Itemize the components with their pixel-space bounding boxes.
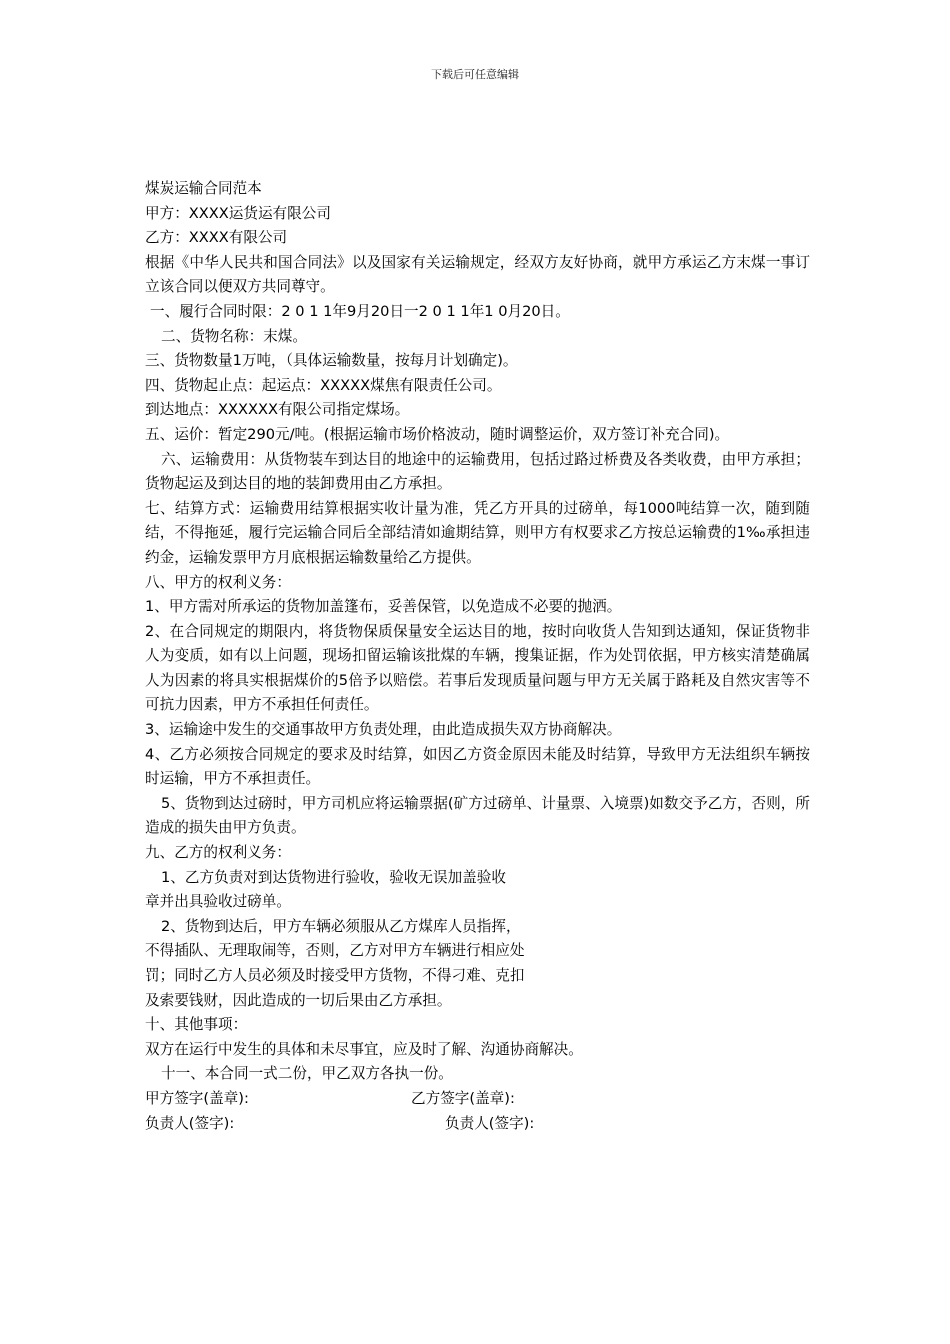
clause-2: 二、货物名称：末煤。 [161, 327, 307, 345]
clause-9-item-1-line-1: 1、乙方负责对到达货物进行验收，验收无误加盖验收 [161, 868, 506, 886]
clause-7: 七、结算方式：运输费用结算根据实收计量为准，凭乙方开具的过磅单，每1000吨结算一次，随到随结，不得拖延，履行完运输合同后全部结清如逾期结算，则甲方有权要求乙方按总运输费的1‰承担违约金，运输发票甲方月底根据运输数量给乙方提供。 [145, 499, 810, 566]
clause-9: 九、乙方的权利义务： [145, 844, 291, 862]
party-b-signature-label: 乙方签字(盖章): [411, 1089, 515, 1107]
clause-8-item-2: 2、在合同规定的期限内，将货物保质保量安全运达目的地，按时向收货人告知到达通知，保证货物非人为变质，如有以上问题，现场扣留运输该批煤的车辆，搜集证据，作为处罚依据，甲方核实清楚确属人为因素的将具实根据煤价的5倍予以赔偿。若事后发现质量问题与甲方无关属于路耗及自然灾害等不可抗力因素，甲方不承担任何责任。 [145, 622, 810, 714]
clause-11: 十一、本合同一式二份，甲乙双方各执一份。 [161, 1065, 453, 1083]
clause-9-item-1-line-2: 章并出具验收过磅单。 [145, 893, 291, 911]
clause-8-item-3: 3、运输途中发生的交通事故甲方负责处理，由此造成损失双方协商解决。 [145, 721, 622, 739]
preamble: 根据《中华人民共和国合同法》以及国家有关运输规定，经双方友好协商，就甲方承运乙方末煤一事订立该合同以便双方共同尊守。 [145, 253, 810, 296]
clause-8-item-4: 4、乙方必须按合同规定的要求及时结算，如因乙方资金原因未能及时结算，导致甲方无法组织车辆按时运输，甲方不承担责任。 [145, 745, 810, 788]
contract-body [145, 177, 810, 1136]
party-b-responsible-label: 负责人(签字): [445, 1114, 535, 1132]
clause-9-item-2-line-2: 不得插队、无理取闹等，否则，乙方对甲方车辆进行相应处 [145, 942, 525, 960]
clause-3: 三、货物数量1万吨，（具体运输数量，按每月计划确定)。 [145, 352, 518, 370]
clause-8-item-5: 5、货物到达过磅时，甲方司机应将运输票据(矿方过磅单、计量票、入境票)如数交予乙方，否则，所造成的损失由甲方负责。 [145, 794, 810, 837]
party-a-signature-label: 甲方签字(盖章): [145, 1089, 249, 1107]
party-b: 乙方：XXXX有限公司 [145, 229, 288, 247]
clause-9-item-2-line-4: 及索要钱财，因此造成的一切后果由乙方承担。 [145, 991, 452, 1009]
clause-1: 一、履行合同时限：2 0 1 1年9月20日一2 0 1 1年1 0月20日。 [150, 302, 570, 320]
clause-8-item-1: 1、甲方需对所承运的货物加盖篷布，妥善保管，以免造成不必要的抛洒。 [145, 598, 622, 616]
clause-10-item: 双方在运行中发生的具体和未尽事宜，应及时了解、沟通协商解决。 [145, 1040, 583, 1058]
responsible-row [145, 1112, 810, 1137]
signature-row [145, 1087, 810, 1112]
clause-10: 十、其他事项： [145, 1016, 248, 1034]
clause-4: 四、货物起止点：起运点：XXXXX煤焦有限责任公司。 [145, 376, 502, 394]
clause-5: 五、运价：暂定290元/吨。(根据运输市场价格波动，随时调整运价，双方签订补充合同)。 [145, 425, 730, 443]
page-header: 下载后可任意编辑 [431, 68, 519, 81]
party-a: 甲方：XXXX运货运有限公司 [145, 204, 331, 222]
clause-6: 六、运输费用：从货物装车到达目的地途中的运输费用，包括过路过桥费及各类收费，由甲方承担；货物起运及到达目的地的装卸费用由乙方承担。 [145, 450, 810, 493]
contract-title: 煤炭运输合同范本 [145, 180, 262, 197]
clause-9-item-2-line-1: 2、货物到达后，甲方车辆必须服从乙方煤库人员指挥， [161, 917, 521, 935]
clause-9-item-2-line-3: 罚；同时乙方人员必须及时接受甲方货物，不得刁难、克扣 [145, 967, 525, 984]
party-a-responsible-label: 负责人(签字): [145, 1114, 235, 1132]
clause-8: 八、甲方的权利义务： [145, 573, 291, 591]
clause-4-destination: 到达地点：XXXXXX有限公司指定煤场。 [145, 401, 410, 419]
